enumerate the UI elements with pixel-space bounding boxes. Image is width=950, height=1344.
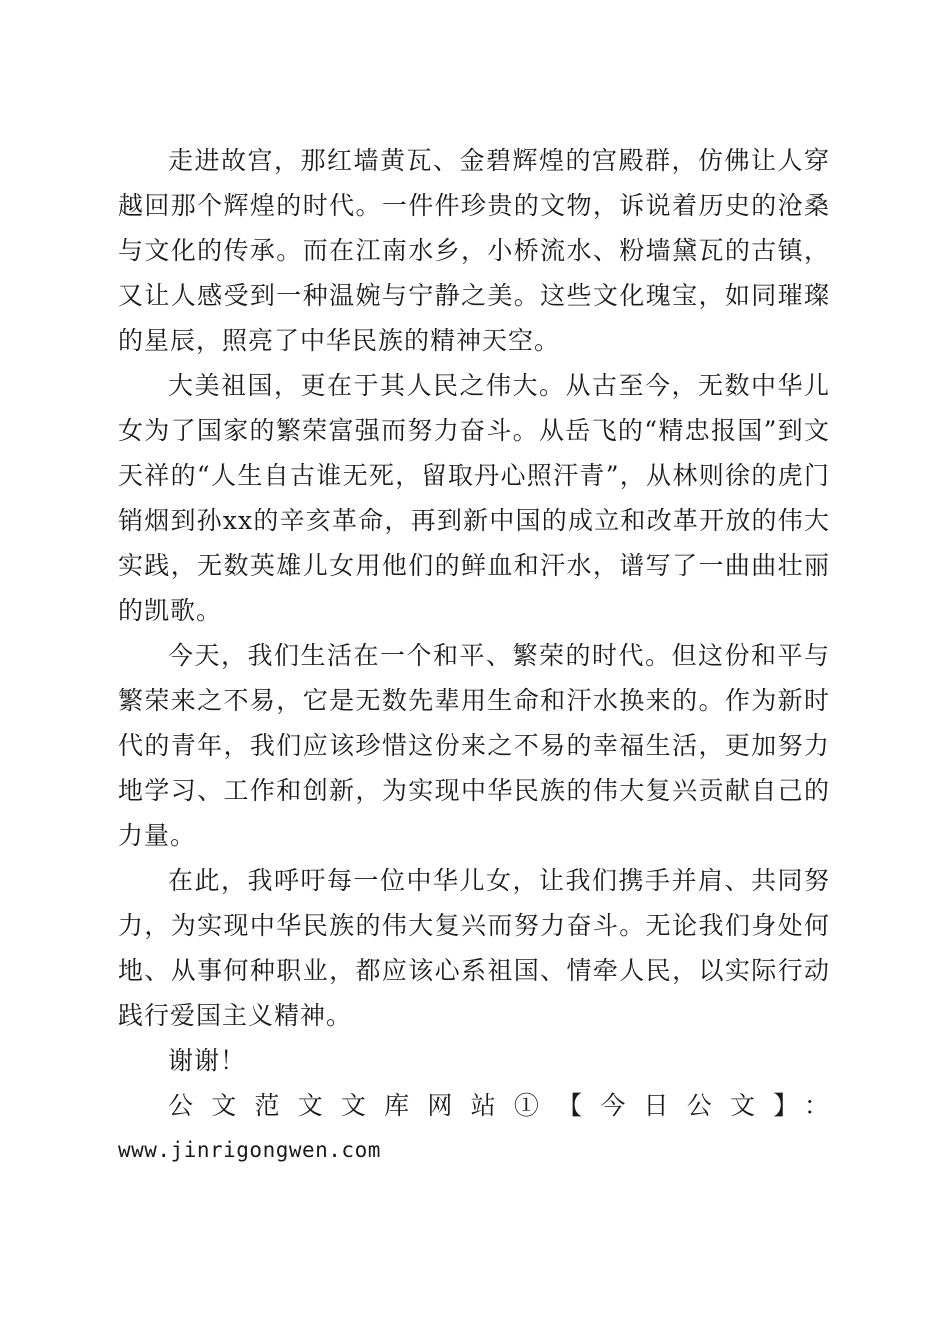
paragraph-today: 今天，我们生活在一个和平、繁荣的时代。但这份和平与繁荣来之不易，它是无数先辈用生命和汗水换来的。作为新时代的青年，我们应该珍惜这份来之不易的幸福生活，更加努力地学习、工作和创新，为实现中华民族的伟大复兴贡献自己的力量。	[118, 641, 830, 850]
closing-thanks: 谢谢！	[168, 1046, 247, 1075]
paragraph-people: 大美祖国，更在于其人民之伟大。从古至今，无数中华儿女为了国家的繁荣富强而努力奋斗。从岳飞的“精忠报国”到文天祥的“人生自古谁无死，留取丹心照汗青”，从林则徐的虎门销烟到孙xx的辛亥革命，再到新中国的成立和改革开放的伟大实践，无数英雄儿女用他们的鲜血和汗水，谱写了一曲曲壮丽的凯歌。	[118, 371, 830, 625]
paragraph-appeal: 在此，我呼吁每一位中华儿女，让我们携手并肩、共同努力，为实现中华民族的伟大复兴而努力奋斗。无论我们身处何地、从事何种职业，都应该心系祖国、情牵人民，以实际行动践行爱国主义精神。	[118, 866, 830, 1030]
paragraph-culture: 走进故宫，那红墙黄瓦、金碧辉煌的宫殿群，仿佛让人穿越回那个辉煌的时代。一件件珍贵的文物，诉说着历史的沧桑与文化的传承。而在江南水乡，小桥流水、粉墙黛瓦的古镇，又让人感受到一种温婉与宁静之美。这些文化瑰宝，如同璀璨的星辰，照亮了中华民族的精神天空。	[118, 146, 830, 355]
footer-source-label: 公文范文文库网站①【今日公文】：	[168, 1091, 830, 1120]
footer-source-url: www.jinrigongwen.com	[118, 1138, 381, 1162]
document-body	[118, 138, 830, 1173]
